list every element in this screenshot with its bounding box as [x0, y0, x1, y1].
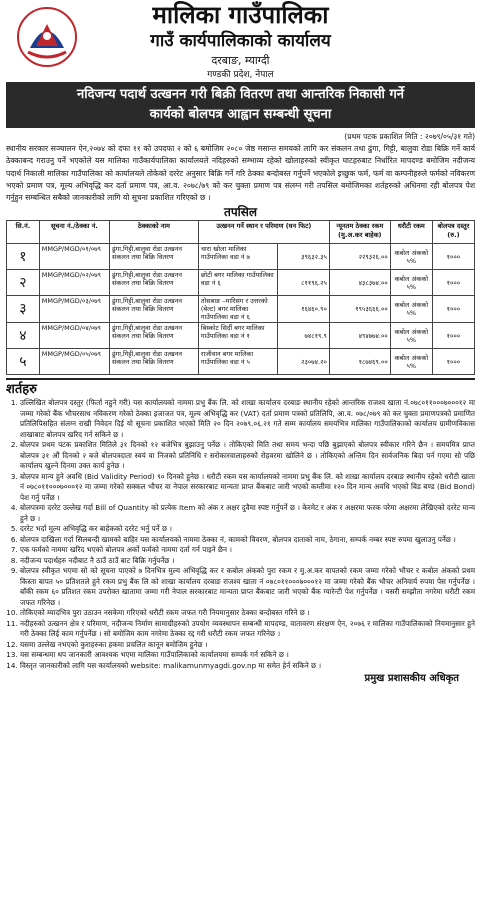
row-fee: १०००: [432, 323, 474, 349]
notice-banner: [6, 82, 475, 128]
condition-item: 10. तोकिएको म्यादभित्र पुरा उठाउन नसकेमा गरिएको धरौटी रकम जफत गरी नियमानुसार ठेक्का बन्दोबस्त गरिने छ ।: [20, 608, 475, 619]
municipality-title: मालिका गाउँपालिका: [152, 1, 329, 29]
office-title: गाउँ कार्यपालिकाको कार्यालय: [150, 31, 331, 51]
row-location: राजीवान बगर मालिका गाउँपालिका वडा नं ५: [198, 349, 278, 375]
row-min-amount: १९५३६६६.००: [329, 296, 390, 323]
banner-line-2: कार्यको बोलपत्र आह्वान सम्बन्धी सूचना: [149, 107, 332, 122]
row-deposit: कबोल अंकको ५%: [390, 270, 432, 296]
row-sn: ३: [7, 296, 40, 323]
col-header-sn: सि.नं.: [7, 221, 40, 244]
row-notice: MMGP/MGD/०२/०७९: [39, 270, 109, 296]
condition-item: 7. एक फर्मको नाममा खरिद भएको बोलपत्र अर्को फर्मको नाममा दर्ता गर्न पाइने छैन ।: [20, 545, 475, 556]
table-row: [7, 323, 475, 349]
condition-item: 11. नदीहरुको उत्खनन क्षेत्र र परिमाण, नदीजन्य निर्माण सामाग्रीहरुको उपयोग व्यवस्थापन सम्बन्धी मापदण्ड, वातावरण संरक्षण ऐन, २०७६ र मालिका गाउँपालिकाको नियमानुसार हुने गरी ठेक्का लिई काम गर्नुपर्नेछ । सो बमोजिम काम नगरेमा ठेक्का रद्द गरी धरौटी रकम जफत गरिनेछ ।: [20, 619, 475, 640]
row-location: छोटी बगर मालिका गाउँपालिका वडा नं ६: [198, 270, 278, 296]
header: [6, 0, 475, 80]
row-fee: १०००: [432, 296, 474, 323]
condition-item: 14. विस्तृत जानकारीको लागि यस कार्यालयको website: malikamunmyagdi.gov.np मा समेत हेर्न सकिने छ ।: [20, 661, 475, 672]
table-row: [7, 270, 475, 296]
row-name: ढुंगा,गिट्टी,बालुवा रोडा उत्खनन संकलन तथा बिक्रि वितरण: [109, 323, 198, 349]
row-name: ढुंगा,गिट्टी,बालुवा रोडा उत्खनन संकलन तथा बिक्रि वितरण: [109, 270, 198, 296]
row-fee: १०००: [432, 349, 474, 375]
table-row: [7, 296, 475, 323]
col-header-name: ठेक्काको नाम: [109, 221, 198, 244]
table-row: [7, 349, 475, 375]
row-quantity: २३०७४.२०: [278, 349, 329, 375]
condition-item: 3. बोलपत्र मान्य हुने अवधि (Bid Validity Period) ९० दिनको हुनेछ । धरौटी रकम यस कार्यालयको नाममा प्रभु बैंक लि. को शाखा कार्यालय दरबाङ स्थानीय रहेको धरौटी खाता नं ०७८०११०००७०००१२ मा जम्मा गरेको सक्कल भौचर वा नेपाल सरकारबाट मान्यता प्राप्त बैंकबाट जारी भएको कम्तीमा १२० दिन मान्य अवधि भएको बिड बण्ड (Bid Bond) पेश गर्नु पर्नेछ ।: [20, 472, 475, 504]
condition-item: 9. बोलपत्र स्वीकृत भएमा सो को सूचना पाएको ७ दिनभित्र मुल्य अभिवृद्धि कर र कबोल अंकको पुरा रकम र मु.अ.कर वापतको रकम जम्मा गरेको भौचर र कबोल अंकको प्रथम किस्ता बापत ५० प्रतिशतले हुने रकम प्रभु बैंक लि को शाखा कार्यालय दरबाङ राजश्व खाता नं ०७८०११०००७०००१२ मा जम्मा गरेको बैंक भौचर अनिवार्य रुपमा पेस गर्नुपर्नेछ । बाँकी रकम ६० प्रतिशत रकम उपरोक्त खातामा जम्मा गरी नेपाल सरकारबाट मान्यता प्राप्त बैंकबाट जारी भएको बैंक ग्यारेन्टी पेश गर्नुपर्नेछ । यसरी सम्झौता नगरेमा धरौटी रकम जफत गरिनेछ ।: [20, 566, 475, 608]
row-notice: MMGP/MGD/०५/०७९: [39, 349, 109, 375]
row-deposit: कबोल अंकको ५%: [390, 349, 432, 375]
banner-line-1: नदिजन्य पदार्थ उत्खनन गरी बिक्री वितरण तथा आन्तरिक निकासी गर्ने: [77, 87, 404, 102]
condition-item: 8. नदीजन्य पदार्थहरु नदीबाट नै ठाउँ ठाउँ बाट बिक्रि गर्नुपर्नेछ ।: [20, 556, 475, 567]
conditions-list: [6, 398, 475, 671]
condition-item: 4. बोलपत्रमा दररेट उल्लेख गर्दा Bill of Quantity को प्रत्येक Item को अंक र अक्षर दुवैमा स्पष्ट गर्नुपर्ने छ । केरमेट र अंक र अक्षरमा फरक परेमा अक्षरमा लेखिएको दररेट मान्य हुने छ ।: [20, 503, 475, 524]
table-header-row: [7, 221, 475, 244]
col-header-location: उत्खनन गर्ने स्थान र परिमाण (घन फिट): [198, 221, 329, 244]
condition-item: 13. यस सम्बन्धमा थप जानकारी आवश्यक भएमा मालिका गाउँपालिकाको कार्यालयमा सम्पर्क गर्न सकिने छ ।: [20, 650, 475, 661]
col-header-deposit: धरौटी रकम: [390, 221, 432, 244]
condition-item: 12. यसमा उल्लेख नभएको कुराहरुका हकमा प्रचलित कानून बमोजिम हुनेछ ।: [20, 640, 475, 651]
intro-paragraph: स्थानीय सरकार सञ्चालन ऐन,२०७४ को दफा ११ को उपदफा २ को ६ बमोजिम २०८० जेष्ठ मसान्त समयको लागि कर संकलन तथा ढुंगा, गिट्टी, बालुवा रोडा बिक्रि गर्ने कार्य ठेक्काबन्द गराउनु पर्ने भएकोले यस मालिका गाउँकार्यपालिका कार्यालयले नदिहरुको सम्भाव्य रहेको खोलाहरुको स्वीकृत घाटहरुबाट निर्धारित मापदण्ड बमोजिम नदीजन्य पदार्थ निकाली मालिका गाउँपालिका को कार्यालयले तोकेको दररेट अनुसार बिक्रि गर्ने गरि ठेक्का बन्दोबस्त गर्नुपर्ने भएकोले इच्छुक फर्म, फर्म वा कम्पनीहरुले फर्मको नविकरण भएको प्रमाण पत्र, मूल्य अभिवृद्धि कर दर्ता प्रमाण पत्र, आ.व. २०७८/७९ को कर चुक्ता प्रमाण पत्र संलग्न गरी तपसिल बमोजिमका शर्तहरुको अधिनमा रही बोलपत्र पेश गर्नुहुन सम्बन्धित सबैको जानकारीको लागि यो सूचना प्रकाशित गरिएको छ ।: [6, 144, 475, 203]
row-name: ढुंगा,गिट्टी,बालुवा रोडा उत्खनन संकलन तथा बिक्रि वितरण: [109, 244, 198, 270]
tender-table: [6, 220, 475, 375]
conditions-title: शर्तहरु: [6, 378, 475, 398]
row-sn: ४: [7, 323, 40, 349]
row-fee: १०००: [432, 244, 474, 270]
row-quantity: ७४८१९.९: [278, 323, 329, 349]
row-min-amount: ४९४७७४.००: [329, 323, 390, 349]
condition-item: 5. दररेट भर्दा मूल्य अभिवृद्धि कर बाहेकको दररेट भर्नु पर्ने छ ।: [20, 524, 475, 535]
row-name: ढुंगा,गिट्टी,बालुवा रोडा उत्खनन संकलन तथा बिक्रि वितरण: [109, 296, 198, 323]
row-min-amount: ४३८३७४.००: [329, 270, 390, 296]
row-notice: MMGP/MGD/०४/०७९: [39, 323, 109, 349]
row-quantity: १६४६०.९०: [278, 296, 329, 323]
row-sn: १: [7, 244, 40, 270]
row-quantity: ३९६३२.३५: [278, 244, 329, 270]
row-location: तोसबाङ –मारिसंग र उत्तरको (बेल्ट) बगर मालिका गाउँपालिका वडा नं ६: [198, 296, 278, 323]
row-sn: ५: [7, 349, 40, 375]
table-row: [7, 244, 475, 270]
row-location: बिस्कोट सिर्दी बगर मालिका गाउँपालिका वडा नं १: [198, 323, 278, 349]
row-deposit: कबोल अंकको ५%: [390, 296, 432, 323]
province-label: गण्डकी प्रदेश, नेपाल: [207, 70, 274, 80]
row-fee: १०००: [432, 270, 474, 296]
col-header-fee: बोलपत्र दस्तुर (रु.): [432, 221, 474, 244]
row-deposit: कबोल अंकको ५%: [390, 323, 432, 349]
row-notice: MMGP/MGD/०१/०७९: [39, 244, 109, 270]
signature-title: प्रमुख प्रशासकीय अधिकृत: [364, 673, 459, 685]
col-header-min-amount: न्यूनतम ठेक्का रकम (मु.अ.कर बाहेक): [329, 221, 390, 244]
row-min-amount: १८७४६९.००: [329, 349, 390, 375]
office-address: दरबाङ, म्याग्दी: [211, 54, 270, 67]
schedule-title: तपसिल: [223, 205, 257, 220]
row-deposit: कबोल अंकको ५%: [390, 244, 432, 270]
condition-item: 6. बोलपत्र दाखिला गर्दा सिलबन्दी खामको बाहिर यस कार्यालयको नाममा ठेक्का नं, कामको विवरण, बोलपत्र दाताको नाम, ठेगाना, सम्पर्क नम्बर स्पष्ट रुपमा खुलाउनु पर्नेछ ।: [20, 535, 475, 546]
row-min-amount: २२९३२६.००: [329, 244, 390, 270]
row-notice: MMGP/MGD/०३/०७९: [39, 296, 109, 323]
condition-item: 2. बोलपत्र प्रथम पटक प्रकाशित मितिले ३१ दिनको १२ बजेभित्र बुझाउनु पर्नेछ । तोकिएको मिति तथा समय भन्दा पछि बुझाएको बोलपत्र स्वीकार गरिने छैन । समयमित्र प्राप्त बोलपत्र ३१ औं दिनको २ बजे बोलपत्रदाता स्वयं वा निजको प्रतिनिधि र सरोकारवालाहरुको रोहवरमा खोलिने छ । तोकिएको अन्तिम दिन सार्वजनिक बिदा पर्न गएमा सो पछि कार्यालय खुल्ने दिनमा उक्त कार्य हुनेछ ।: [20, 440, 475, 472]
condition-item: 1. उल्लिखित बोलपत्र दस्तुर (फिर्ता नहुने गरी) यस कार्यालयको नाममा प्रभु बैंक लि. को शाखा कार्यालय दरबाङ स्थानीय रहेको आन्तरिक राजश्व खाता नं.०७८०११०००७०००१२ मा जम्मा गरेको बैंक भौचरसाथ नविकरण गरेको ठेक्का इजाजत पत्र, मूल्य अभिवृद्धि कर (VAT) दर्ता प्रमाण पत्रको प्रतिलिपि, आ.व. ०७८/०७९ को कर चुक्ता प्रमाणपत्रको प्रमाणित प्रतिलिपिसहित संलग्न राखी निवेदन दिई यो सूचना प्रकाशित भएको मिति २० दिन २०७९.०६.२१ गते सम्म कार्यालय समयभित्र मालिका गाउँपालिकाको कार्यालय ग्रामीणविकास शाखाबाट बोलपत्र खरिद गर्न सकिने छ ।: [20, 398, 475, 440]
row-sn: २: [7, 270, 40, 296]
nepal-emblem-icon: [16, 6, 78, 68]
row-quantity: ८११९६.२५: [278, 270, 329, 296]
col-header-notice: सूचना नं./ठेक्का नं.: [39, 221, 109, 244]
publish-date: (प्रथम पटक प्रकाशित मिति : २०७९/०५/३१ गते): [344, 132, 475, 141]
row-location: चारा खोला मालिका गाउँपालिका वडा नं ७: [198, 244, 278, 270]
row-name: ढुंगा,गिट्टी,बालुवा रोडा उत्खनन संकलन तथा बिक्रि वितरण: [109, 349, 198, 375]
